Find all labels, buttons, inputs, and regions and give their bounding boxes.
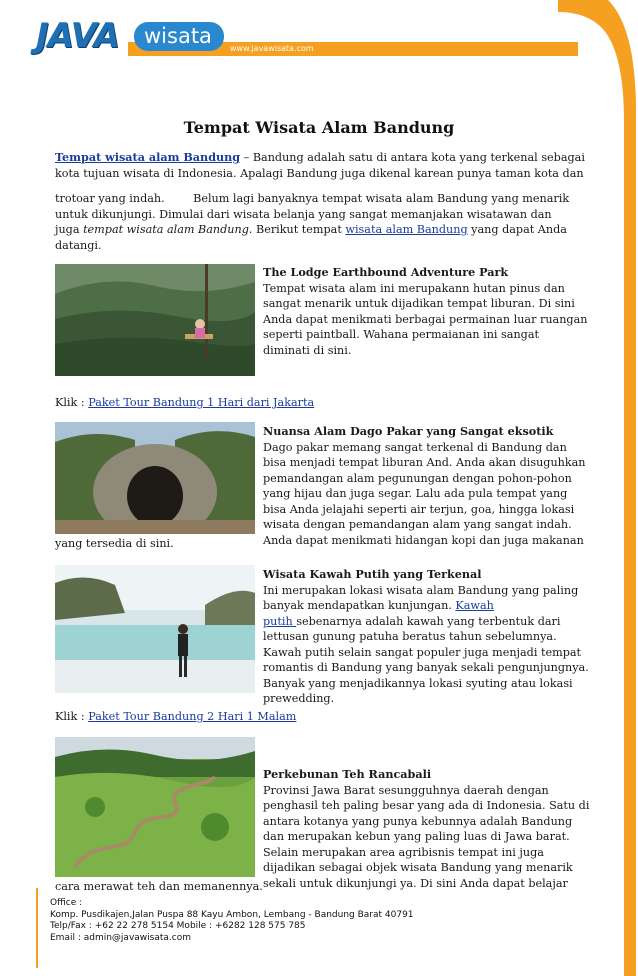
section-rancabali-line: penghasil teh paling besar yang ada di Indonesia. Satu di [263, 799, 590, 812]
klik-prefix: Klik : [55, 396, 89, 409]
section-lodge-line: Tempat wisata alam ini merupakann hutan pinus dan [263, 281, 565, 295]
section-kawah-line: lettusan gunung patuha beratus tahun sebelumnya. [263, 630, 557, 643]
logo-wisata-text: wisata [134, 22, 224, 51]
footer-phone: Telp/Fax : +62 22 278 5154 Mobile : +6282 128 575 785 [50, 921, 306, 931]
section-kawah-line: prewedding. [263, 692, 335, 705]
section-dago-line: bisa Anda jelajahi seperti air terjun, goa, hingga lokasi [263, 502, 575, 516]
section-rancabali-line: dijadikan sebagai objek wisata Bandung yang menarik [263, 861, 573, 874]
section-kawah-line [263, 598, 593, 614]
section-rancabali-tail: cara merawat teh dan memanennya. [55, 880, 263, 893]
section-lodge [263, 265, 593, 358]
footer-address: Komp. Pusdikajen,Jalan Puspa 88 Kayu Ambon, Lembang - Bandung Barat 40791 [50, 909, 414, 920]
intro-line-3: trotoar yang indah. Belum lagi banyaknya tempat wisata alam Bandung yang menarik [55, 192, 570, 205]
section-kawah-line: Banyak yang menjadikannya lokasi syuting atau lokasi [263, 676, 573, 690]
klik-line-1 [55, 395, 595, 411]
intro-link[interactable]: Tempat wisata alam Bandung [55, 150, 241, 164]
klik-prefix: Klik : [55, 710, 89, 723]
kawah-putih-link-2[interactable]: putih [263, 614, 297, 628]
section-kawah-heading: Wisata Kawah Putih yang Terkenal [263, 567, 482, 581]
intro-line-5-b: . Berikut tempat [248, 223, 346, 236]
section-lodge-line: sangat menarik untuk dijadikan tempat liburan. Di sini [263, 297, 575, 310]
intro-line-5-italic: tempat wisata alam Bandung [83, 223, 249, 236]
intro-line-5 [55, 222, 595, 238]
section-dago-line: yang hijau dan juga segar. Lalu ada pula tempat yang [263, 487, 568, 500]
intro-line-6: datangi. [55, 238, 102, 252]
intro-line-4: untuk dikunjungi. Dimulai dari wisata belanja yang sangat memanjakan wisatawan dan [55, 207, 552, 221]
section-dago-tail: yang tersedia di sini. [55, 537, 174, 550]
dago-pakar-cave-photo [55, 422, 255, 534]
pine-forest-photo [55, 264, 255, 376]
section-lodge-heading: The Lodge Earthbound Adventure Park [263, 265, 509, 279]
tea-plantation-photo [55, 737, 255, 877]
footer-contact [50, 898, 414, 944]
section-kawah-line: Kawah putih selain sangat populer juga menjadi tempat [263, 645, 582, 659]
section-dago-line: bisa menjadi tempat liburan And. Anda akan disuguhkan [263, 456, 586, 469]
intro-link-2[interactable]: wisata alam Bandung [345, 223, 468, 236]
tour-2-day-link[interactable]: Paket Tour Bandung 2 Hari 1 Malam [88, 710, 297, 723]
section-kawah-line [263, 614, 593, 630]
footer-email: Email : admin@javawisata.com [50, 932, 191, 943]
intro-line-1-text: – Bandung adalah satu di antara kota yang terkenal sebagai [240, 151, 585, 164]
header-url: www.javawisata.com [230, 44, 314, 53]
section-rancabali-line: dan merupakan kebun yang paling luas di Jawa barat. [263, 830, 570, 843]
section-rancabali [263, 767, 593, 891]
section-lodge-line: seperti paintball. Wahana permaianan ini sangat [263, 328, 539, 341]
tour-1-day-link[interactable]: Paket Tour Bandung 1 Hari dari Jakarta [88, 396, 315, 409]
section-rancabali-line: Selain merupakan area agribisnis tempat ini juga [263, 845, 544, 859]
section-kawah-putih [263, 567, 593, 707]
section-lodge-line: diminati di sini. [263, 343, 352, 357]
section-kawah-line: Ini merupakan lokasi wisata alam Bandung yang paling [263, 583, 579, 597]
intro-line-5-a: juga [55, 223, 84, 236]
section-rancabali-line: antara kotanya yang punya kebunnya adalah Bandung [263, 814, 573, 828]
section-dago-line: pemandangan alam pegunungan dengan pohon-pohon [263, 471, 572, 485]
footer-accent-line [36, 888, 38, 968]
section-dago-line: wisata dengan pemandangan alam yang sangat indah. [263, 518, 572, 531]
section-kawah-line: romantis di Bandung yang banyak sekali pengunjungnya. [263, 661, 589, 674]
section-rancabali-heading: Perkebunan Teh Rancabali [263, 767, 432, 781]
intro-line-2: kota tujuan wisata di Indonesia. Apalagi Bandung juga dikenal karean punya taman kota dan [55, 166, 584, 180]
intro-line-5-c: yang dapat Anda [467, 223, 567, 236]
section-dago-heading: Nuansa Alam Dago Pakar yang Sangat eksotik [263, 424, 554, 438]
intro-paragraph [55, 150, 595, 253]
section-rancabali-line: Provinsi Jawa Barat sesungguhnya daerah dengan [263, 783, 549, 797]
section-kawah-line-3-b: sebenarnya adalah kawah yang terbentuk dari [296, 614, 561, 628]
section-dago-line: Anda dapat menikmati hidangan kopi dan juga makanan [263, 533, 584, 547]
section-lodge-line: Anda dapat menikmati berbagai permainan luar ruangan [263, 312, 588, 326]
intro-line-1 [55, 150, 595, 166]
section-rancabali-line: sekali untuk dikunjungi ya. Di sini Anda dapat belajar [263, 876, 568, 890]
section-kawah-line-2-a: banyak mendapatkan kunjungan. [263, 599, 456, 612]
page-title: Tempat Wisata Alam Bandung [183, 118, 455, 137]
klik-line-2 [55, 709, 595, 725]
section-dago-line: Dago pakar memang sangat terkenal di Bandung dan [263, 440, 567, 454]
logo-java-text: JAVA [36, 16, 119, 56]
section-dago-pakar [263, 424, 593, 548]
footer-office-label: Office : [50, 898, 83, 908]
kawah-putih-link[interactable]: Kawah [455, 599, 494, 612]
kawah-putih-photo [55, 565, 255, 693]
